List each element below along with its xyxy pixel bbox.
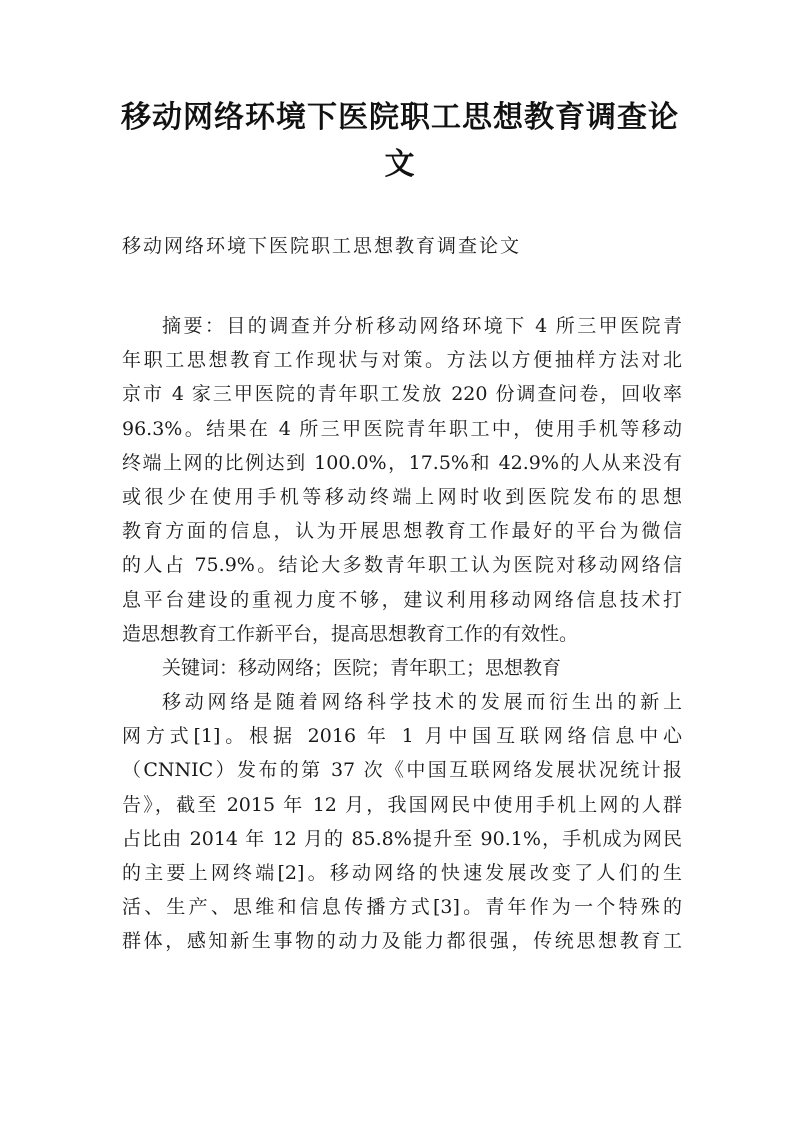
body-line: 告》，截至 2015 年 12 月，我国网民中使用手机上网的人群 — [122, 793, 682, 816]
document-title — [120, 94, 680, 188]
abstract-line: 96.3%。结果在 4 所三甲医院青年职工中，使用手机等移动 — [122, 417, 682, 440]
body-line: 活、生产、思维和信息传播方式[3]。青年作为一个特殊的 — [122, 896, 682, 919]
abstract-line: 息平台建设的重视力度不够，建议利用移动网络信息技术打 — [122, 588, 682, 611]
abstract-line: 摘要：目的调查并分析移动网络环境下 4 所三甲医院青 — [162, 315, 682, 337]
body-line: 网方式[1]。根据 2016 年 1 月中国互联网络信息中心 — [122, 725, 682, 748]
abstract-line: 或很少在使用手机等移动终端上网时收到医院发布的思想 — [122, 485, 682, 508]
body-line: 移动网络是随着网络科学技术的发展而衍生出的新上 — [162, 691, 682, 714]
body-line: 的主要上网终端[2]。移动网络的快速发展改变了人们的生 — [122, 862, 682, 884]
abstract-line: 终端上网的比例达到 100.0%，17.5%和 42.9%的人从来没有 — [122, 451, 682, 474]
abstract-line: 年职工思想教育工作现状与对策。方法以方便抽样方法对北 — [122, 349, 682, 372]
abstract-line: 教育方面的信息，认为开展思想教育工作最好的平台为微信 — [122, 520, 682, 543]
document-body — [122, 309, 682, 959]
body-line: 占比由 2014 年 12 月的 85.8%提升至 90.1%，手机成为网民 — [122, 827, 682, 850]
abstract-line: 造思想教育工作新平台，提高思想教育工作的有效性。 — [122, 622, 579, 645]
title-line-1: 移动网络环境下医院职工思想教育调查论 — [121, 100, 679, 135]
keywords-line: 关键词：移动网络；医院；青年职工；思想教育 — [162, 656, 562, 679]
document-subtitle: 移动网络环境下医院职工思想教育调查论文 — [122, 235, 522, 257]
body-line: 群体，感知新生事物的动力及能力都很强，传统思想教育工 — [122, 930, 682, 953]
body-line: （CNNIC）发布的第 37 次《中国互联网络发展状况统计报 — [122, 759, 682, 782]
abstract-line: 京市 4 家三甲医院的青年职工发放 220 份调查问卷，回收率 — [122, 383, 682, 406]
abstract-line: 的人占 75.9%。结论大多数青年职工认为医院对移动网络信 — [122, 554, 682, 577]
title-line-2: 文 — [384, 147, 416, 182]
